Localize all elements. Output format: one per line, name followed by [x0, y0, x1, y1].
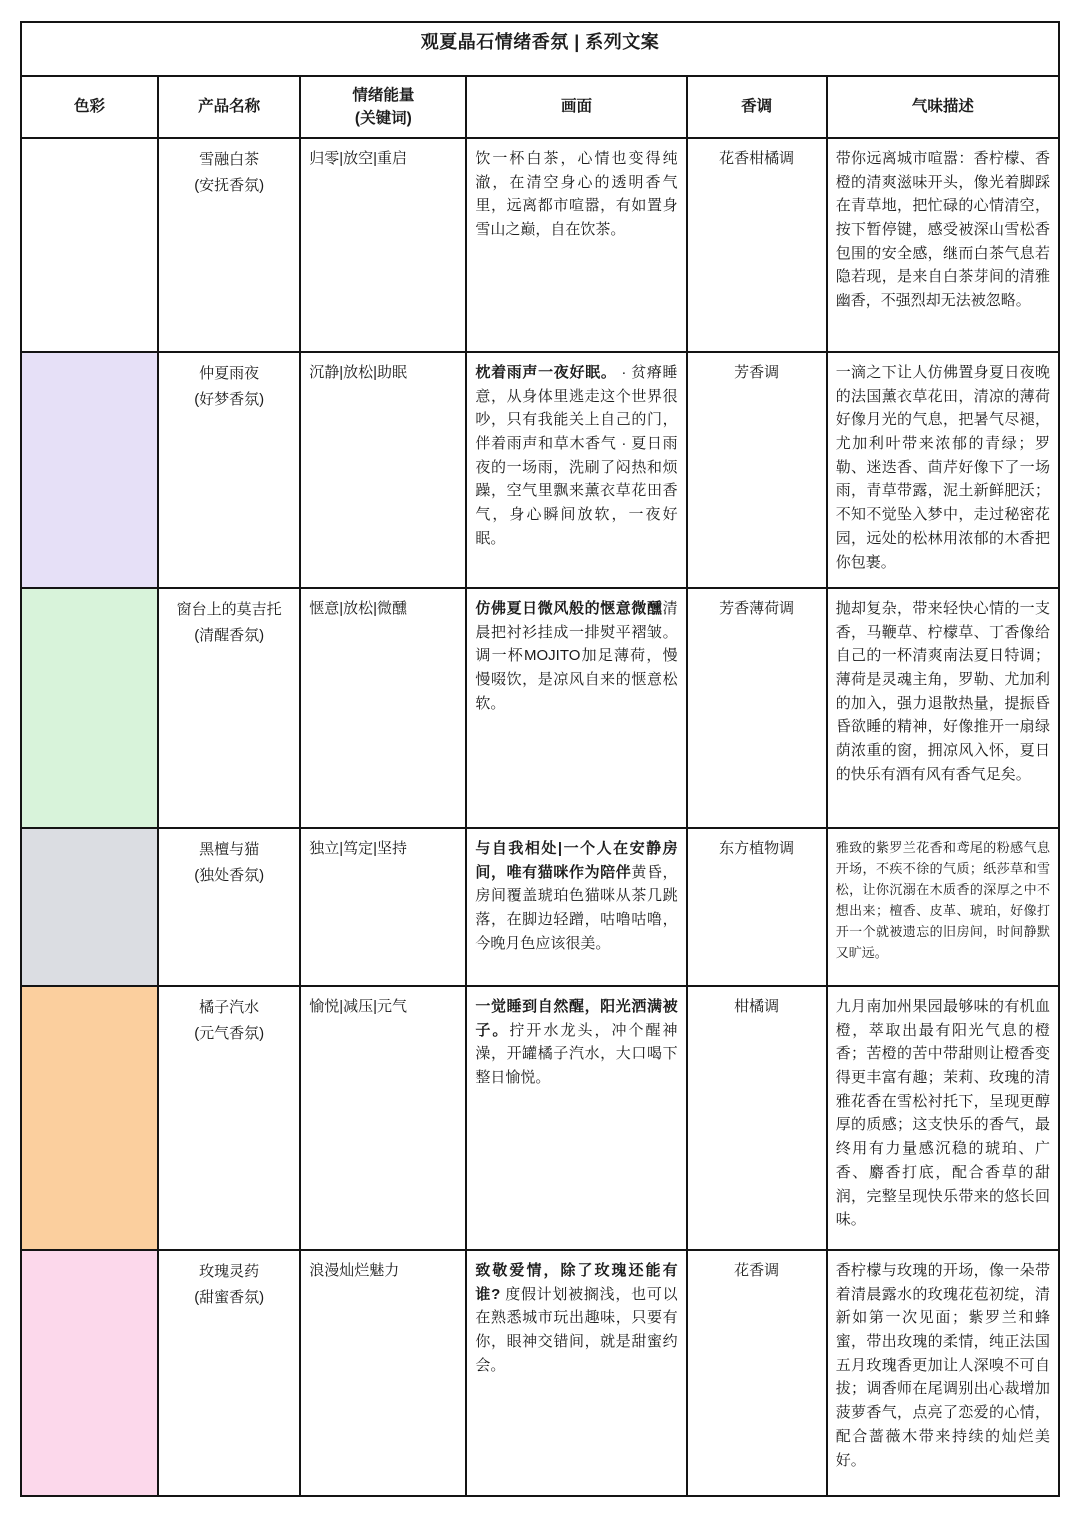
product-subtitle: (独处香氛) — [194, 867, 265, 885]
scene-headline: 与自我相处|一个人在安静房间，唯有猫咪作为陪伴 — [475, 840, 678, 881]
scene-copy — [466, 588, 686, 828]
table-title: 观夏晶石情绪香氛 | 系列文案 — [21, 22, 1059, 76]
scene-copy — [466, 986, 686, 1250]
color-swatch-cell — [21, 1250, 158, 1496]
scene-text: 黄昏，房间覆盖琥珀色猫咪从茶几跳落，在脚边轻蹭，咕噜咕噜，今晚月色应该很美。 — [475, 863, 678, 952]
title-row — [21, 22, 1059, 76]
fragrance-notes: 芳香薄荷调 — [687, 588, 827, 828]
emotion-keywords: 愉悦|减压|元气 — [300, 986, 466, 1250]
color-swatch-cell — [21, 828, 158, 986]
scent-description: 带你远离城市喧嚣：香柠檬、香橙的清爽滋味开头，像光着脚踩在青草地，把忙碌的心情清空，按下暂停键，感受被深山雪松香包围的安全感，继而白茶气息若隐若现，是来自白茶芽间的清雅幽香，不强烈却无法被忽略。 — [827, 138, 1059, 352]
product-subtitle: (元气香氛) — [194, 1025, 265, 1043]
color-swatch-cell — [21, 588, 158, 828]
product-name: 窗台上的莫吉托 — [176, 601, 282, 618]
scene-headline: 仿佛夏日微风般的惬意微醺 — [475, 600, 663, 617]
product-name-cell — [158, 986, 300, 1250]
column-header-color: 色彩 — [21, 76, 158, 138]
scene-copy — [466, 828, 686, 986]
emotion-keywords: 浪漫灿烂魅力 — [300, 1250, 466, 1496]
scene-text: 饮一杯白茶，心情也变得纯澈，在清空身心的透明香气里，远离都市喧嚣，有如置身雪山之巅，自在饮茶。 — [475, 150, 678, 239]
header-row — [21, 76, 1059, 138]
table-row — [21, 828, 1059, 986]
emotion-energy-line1: 情绪能量 — [352, 86, 415, 104]
color-swatch-cell — [21, 986, 158, 1250]
product-name: 玫瑰灵药 — [199, 1263, 260, 1280]
product-name-cell — [158, 828, 300, 986]
product-name: 仲夏雨夜 — [199, 365, 260, 382]
column-header-emotion-energy — [300, 76, 466, 138]
scene-headline: 枕着雨声一夜好眠。 — [475, 364, 617, 381]
scent-description: 雅致的紫罗兰花香和鸢尾的粉感气息开场，不疾不徐的气质；纸莎草和雪松，让你沉溺在木质香的深厚之中不想出来；檀香、皮革、琥珀，好像打开一个就被遗忘的旧房间，时间静默又旷远。 — [827, 828, 1059, 986]
product-subtitle: (好梦香氛) — [194, 391, 265, 409]
column-header-fragrance-notes: 香调 — [687, 76, 827, 138]
product-name-cell — [158, 138, 300, 352]
emotion-energy-line2: (关键词) — [354, 110, 412, 127]
emotion-keywords: 归零|放空|重启 — [300, 138, 466, 352]
scene-text: 度假计划被搁浅，也可以在熟悉城市玩出趣味，只要有你，眼神交错间，就是甜蜜约会。 — [475, 1285, 678, 1374]
product-name-cell — [158, 352, 300, 588]
scene-copy — [466, 352, 686, 588]
emotion-keywords: 沉静|放松|助眠 — [300, 352, 466, 588]
scene-copy — [466, 1250, 686, 1496]
scene-text: 拧开水龙头，冲个醒神澡，开罐橘子汽水，大口喝下整日愉悦。 — [475, 1021, 678, 1087]
product-name: 黑檀与猫 — [199, 841, 260, 858]
product-name-cell — [158, 1250, 300, 1496]
table-row — [21, 986, 1059, 1250]
column-header-scene: 画面 — [466, 76, 686, 138]
scene-copy — [466, 138, 686, 352]
product-name: 橘子汽水 — [199, 999, 260, 1016]
emotion-keywords: 惬意|放松|微醺 — [300, 588, 466, 828]
fragrance-notes: 花香柑橘调 — [687, 138, 827, 352]
scent-description: 一滴之下让人仿佛置身夏日夜晚的法国薰衣草花田，清凉的薄荷好像月光的气息，把暑气尽褪，尤加利叶带来浓郁的青绿；罗勒、迷迭香、茴芹好像下了一场雨，青草带露，泥土新鲜肥沃；不知不觉坠入梦中，走过秘密花园，远处的松林用浓郁的木香把你包裹。 — [827, 352, 1059, 588]
table-row — [21, 588, 1059, 828]
product-subtitle: (甜蜜香氛) — [194, 1289, 265, 1307]
color-swatch-cell — [21, 352, 158, 588]
product-subtitle: (安抚香氛) — [194, 177, 265, 195]
fragrance-notes: 花香调 — [687, 1250, 827, 1496]
scene-headline: 致敬爱情，除了玫瑰还能有谁? — [475, 1262, 678, 1303]
scent-description: 九月南加州果园最够味的有机血橙，萃取出最有阳光气息的橙香；苦橙的苦中带甜则让橙香变得更丰富有趣；茉莉、玫瑰的清雅花香在雪松衬托下，呈现更醇厚的质感；这支快乐的香气，最终用有力量感沉稳的琥珀、广香、麝香打底，配合香草的甜润，完整呈现快乐带来的悠长回味。 — [827, 986, 1059, 1250]
table-row — [21, 352, 1059, 588]
table-row — [21, 138, 1059, 352]
scent-description: 香柠檬与玫瑰的开场，像一朵带着清晨露水的玫瑰花苞初绽，清新如第一次见面；紫罗兰和蜂蜜，带出玫瑰的柔情，纯正法国五月玫瑰香更加让人深嗅不可自拔；调香师在尾调别出心裁增加菠萝香气，点亮了恋爱的心情，配合蔷薇木带来持续的灿烂美好。 — [827, 1250, 1059, 1496]
fragrance-notes: 东方植物调 — [687, 828, 827, 986]
product-name: 雪融白茶 — [199, 151, 260, 168]
scene-text: 清晨把衬衫挂成一排熨平褶皱。调一杯MOJITO加足薄荷，慢慢啜饮，是凉风自来的惬意松软。 — [475, 600, 678, 712]
scene-headline: 一觉睡到自然醒，阳光洒满被子。 — [475, 998, 678, 1039]
product-name-cell — [158, 588, 300, 828]
fragrance-notes: 柑橘调 — [687, 986, 827, 1250]
fragrance-table — [20, 21, 1060, 1497]
scene-text: · 贫瘠睡意，从身体里逃走这个世界很吵，只有我能关上自己的门，伴着雨声和草木香气 · 夏日雨夜的一场雨，洗刷了闷热和烦躁，空气里飘来薰衣草花田香气，身心瞬间放软，一夜好眠。 — [475, 364, 678, 547]
table-row — [21, 1250, 1059, 1496]
color-swatch-cell — [21, 138, 158, 352]
column-header-product-name: 产品名称 — [158, 76, 300, 138]
emotion-keywords: 独立|笃定|坚持 — [300, 828, 466, 986]
scent-description: 抛却复杂，带来轻快心情的一支香，马鞭草、柠檬草、丁香像给自己的一杯清爽南法夏日特调；薄荷是灵魂主角，罗勒、尤加利的加入，强力退散热量，提振昏昏欲睡的精神，好像推开一扇绿荫浓重的窗，拥凉风入怀，夏日的快乐有酒有风有香气足矣。 — [827, 588, 1059, 828]
product-subtitle: (清醒香氛) — [194, 627, 265, 645]
column-header-scent-description: 气味描述 — [827, 76, 1059, 138]
fragrance-notes: 芳香调 — [687, 352, 827, 588]
